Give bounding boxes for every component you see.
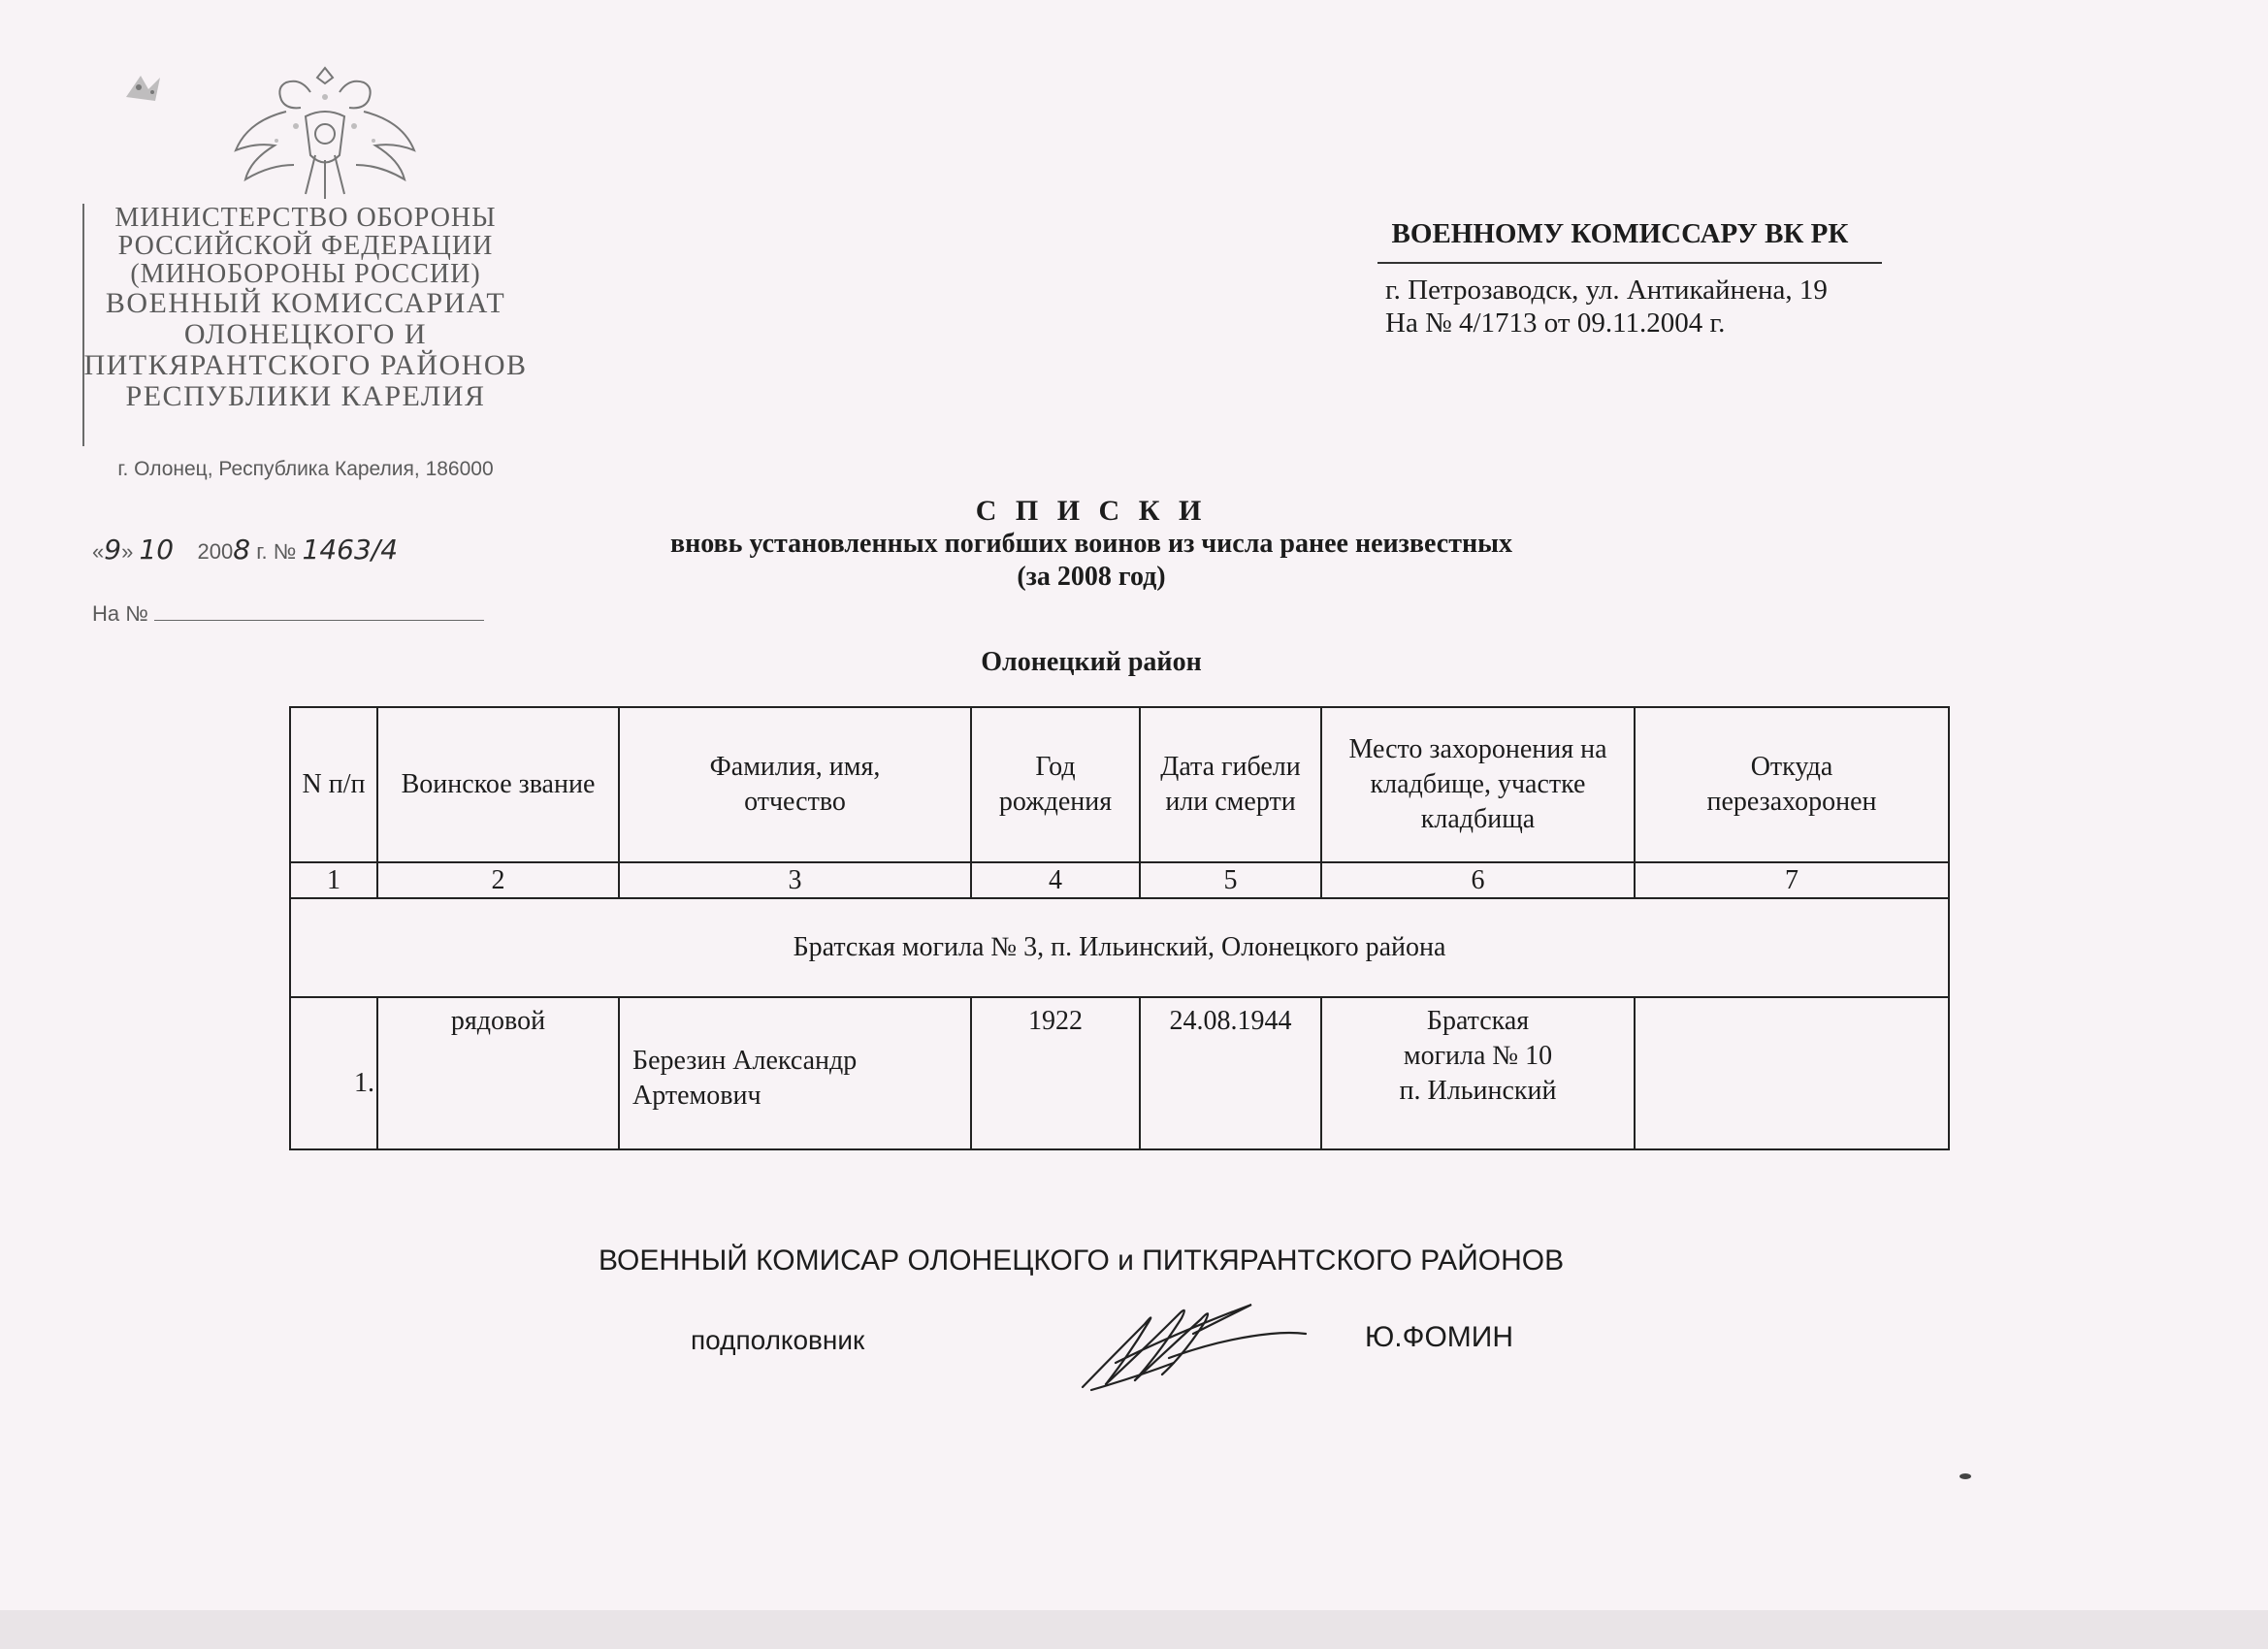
header-cell-birth-year: Год рождения (998, 752, 1113, 817)
date-open-quote: « (92, 539, 105, 564)
header-cell-full-name: Фамилия, имя, отчество (709, 752, 881, 817)
addressee-rule (1377, 262, 1882, 264)
addressee-reference: На № 4/1713 от 09.11.2004 г. (1385, 307, 1726, 339)
header-cell-rank: Воинское звание (401, 769, 596, 799)
table-hline (291, 996, 1948, 998)
commissar-title: ВОЕННЫЙ КОМИСАР ОЛОНЕЦКОГО и ПИТКЯРАНТСКОГО РАЙОНОВ (599, 1245, 1565, 1277)
document-title-block (582, 495, 1601, 594)
column-number: 2 (491, 864, 505, 895)
stamp-address: г. Олонец, Республика Карелия, 186000 (117, 458, 494, 480)
outgoing-number-handwritten: 1463/4 (302, 534, 399, 566)
stamp-org-line: (МИНОБОРОНЫ РОССИИ) (130, 259, 481, 289)
stamp-reference-line (92, 601, 529, 627)
column-number: 1 (327, 864, 340, 895)
row-birth-year: 1922 (1028, 1006, 1083, 1036)
column-number: 4 (1049, 864, 1062, 895)
stamp-date-line (92, 534, 529, 582)
date-number-label: г. № (250, 539, 297, 564)
date-separator: » (121, 539, 134, 564)
header-cell-number: N п/п (302, 769, 366, 799)
stamp-na-label: На № (92, 601, 148, 626)
double-headed-eagle-emblem-icon (228, 58, 422, 204)
row-burial-place: Братская могила № 10 п. Ильинский (1399, 1006, 1557, 1106)
column-number: 5 (1223, 864, 1238, 895)
addressee-block (1348, 218, 1892, 340)
column-number: 6 (1471, 864, 1485, 895)
stamp-org-line: ВОЕННЫЙ КОМИССАРИАТ (105, 287, 506, 319)
scan-speck-mark (1958, 1471, 1973, 1481)
date-year-prefix: 200 (197, 539, 234, 564)
stamp-org-line: МИНИСТЕРСТВО ОБОРОНЫ (114, 203, 497, 233)
column-number: 7 (1785, 864, 1798, 895)
official-stamp (82, 58, 529, 640)
date-day-handwritten: 9 (104, 534, 122, 566)
stamp-org-line: ОЛОНЕЦКОГО И (183, 318, 428, 350)
scan-bottom-edge (0, 1610, 2268, 1649)
row-full-name: Березин Александр Артемович (632, 1045, 858, 1111)
stamp-org-line: ПИТКЯРАНТСКОГО РАЙОНОВ (83, 349, 528, 381)
casualty-table (289, 706, 1950, 1150)
handwritten-signature-icon (1077, 1295, 1310, 1397)
stamp-org-line: РЕСПУБЛИКИ КАРЕЛИЯ (125, 380, 486, 412)
document-year: (за 2008 год) (1017, 562, 1166, 592)
column-number: 3 (788, 864, 802, 895)
group-title-row: Братская могила № 3, п. Ильинский, Олонецкого района (793, 932, 1446, 962)
signer-name: Ю.ФОМИН (1365, 1321, 1514, 1353)
district-heading: Олонецкий район (981, 647, 1202, 677)
date-year-digit-handwritten: 8 (233, 534, 251, 566)
scan-speck-mark (121, 68, 170, 107)
signer-rank: подполковник (691, 1325, 865, 1355)
addressee-address: г. Петрозаводск, ул. Антикайнена, 19 (1385, 275, 1828, 306)
date-month-handwritten: 10 (139, 534, 175, 566)
stamp-organization (82, 204, 529, 412)
row-rank: рядовой (450, 1006, 546, 1036)
header-cell-burial-place: Место захоронения на кладбище, участке кладбища (1348, 734, 1607, 834)
header-cell-reburied-from: Откуда перезахоронен (1706, 752, 1877, 817)
stamp-blank-line (154, 620, 484, 621)
row-death-date: 24.08.1944 (1169, 1006, 1292, 1036)
stamp-org-line: РОССИЙСКОЙ ФЕДЕРАЦИИ (117, 231, 494, 261)
row-number: 1. (354, 1067, 374, 1098)
document-heading: С П И С К И (975, 495, 1208, 527)
row-reburied-from (1636, 1004, 1948, 1148)
header-cell-death-date: Дата гибели или смерти (1160, 752, 1301, 817)
document-subtitle: вновь установленных погибших воинов из числа ранее неизвестных (670, 529, 1512, 559)
addressee-title: ВОЕННОМУ КОМИССАРУ ВК РК (1391, 218, 1849, 249)
